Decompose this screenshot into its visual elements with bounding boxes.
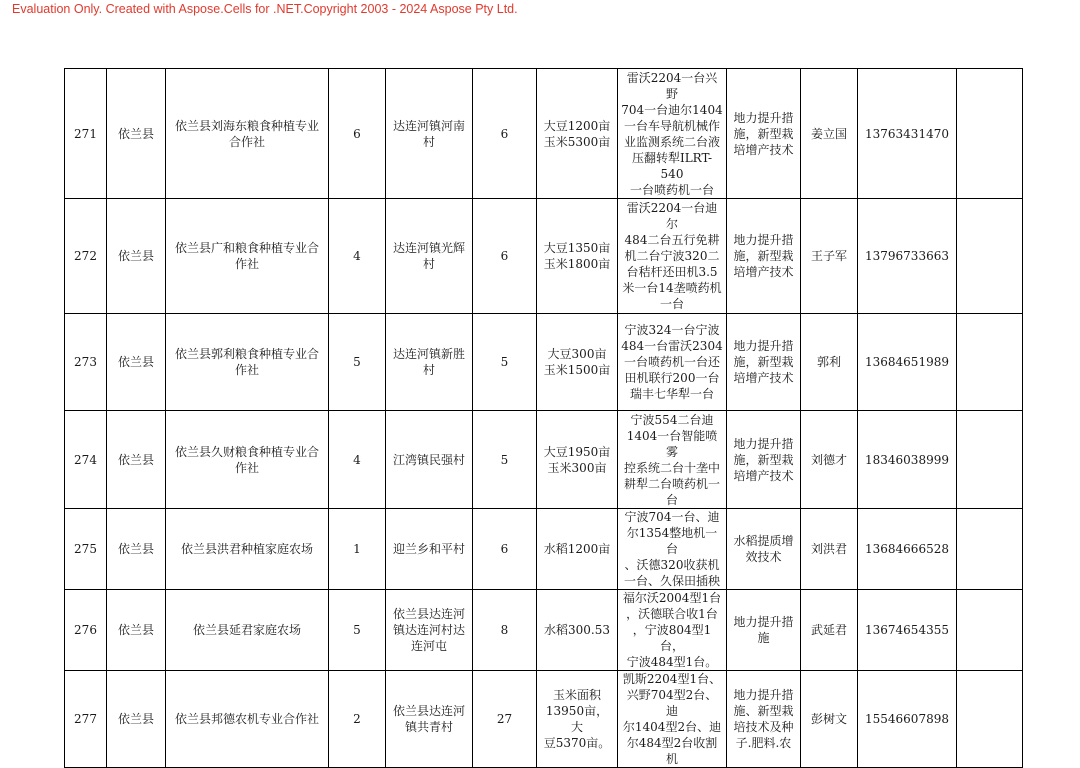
cell-count-2: 8 xyxy=(473,590,537,671)
cell-phone: 13674654355 xyxy=(858,590,957,671)
cell-technology: 地力提升措 施，新型栽 培增产技术 xyxy=(727,69,801,199)
cell-technology: 地力提升措 施 xyxy=(727,590,801,671)
table-row xyxy=(65,590,1023,671)
cell-county: 依兰县 xyxy=(107,509,166,590)
cell-count-1: 1 xyxy=(329,509,386,590)
cell-contact-person: 王子军 xyxy=(801,199,858,314)
cell-extra xyxy=(957,671,1023,768)
cell-count-1: 4 xyxy=(329,411,386,509)
cell-count-2: 6 xyxy=(473,69,537,199)
cell-crop-area: 水稻1200亩 xyxy=(537,509,618,590)
cell-crop-area: 大豆1200亩 玉米5300亩 xyxy=(537,69,618,199)
cell-technology: 地力提升措 施，新型栽 培增产技术 xyxy=(727,199,801,314)
cell-machinery: 宁波324一台宁波 484一台雷沃2304 一台喷药机一台还 田机联行200一台 瑞丰七华犁一台 xyxy=(618,314,727,411)
cell-count-1: 5 xyxy=(329,314,386,411)
cell-village: 达连河镇河南 村 xyxy=(386,69,473,199)
cell-organization: 依兰县郭利粮食种植专业合 作社 xyxy=(166,314,329,411)
cell-contact-person: 刘洪君 xyxy=(801,509,858,590)
cell-village: 达连河镇光辉 村 xyxy=(386,199,473,314)
cell-count-2: 5 xyxy=(473,411,537,509)
cell-village: 江湾镇民强村 xyxy=(386,411,473,509)
cell-machinery: 凯斯2204型1台、 兴野704型2台、迪 尔1404型2台、迪 尔484型2台收割机 xyxy=(618,671,727,768)
cell-crop-area: 大豆300亩 玉米1500亩 xyxy=(537,314,618,411)
cell-extra xyxy=(957,69,1023,199)
cell-count-2: 6 xyxy=(473,509,537,590)
cell-county: 依兰县 xyxy=(107,199,166,314)
cell-number: 272 xyxy=(65,199,107,314)
table-row xyxy=(65,671,1023,768)
table-row xyxy=(65,314,1023,411)
cell-organization: 依兰县邦德农机专业合作社 xyxy=(166,671,329,768)
cell-phone: 15546607898 xyxy=(858,671,957,768)
cell-phone: 13796733663 xyxy=(858,199,957,314)
cell-number: 274 xyxy=(65,411,107,509)
cell-village: 达连河镇新胜 村 xyxy=(386,314,473,411)
cell-contact-person: 姜立国 xyxy=(801,69,858,199)
cell-crop-area: 玉米面积 13950亩，大 豆5370亩。 xyxy=(537,671,618,768)
cell-phone: 18346038999 xyxy=(858,411,957,509)
cell-number: 277 xyxy=(65,671,107,768)
cell-crop-area: 大豆1950亩 玉米300亩 xyxy=(537,411,618,509)
cell-organization: 依兰县洪君种植家庭农场 xyxy=(166,509,329,590)
cell-extra xyxy=(957,509,1023,590)
cell-county: 依兰县 xyxy=(107,671,166,768)
cell-count-2: 6 xyxy=(473,199,537,314)
cell-technology: 地力提升措 施，新型栽 培增产技术 xyxy=(727,411,801,509)
cell-organization: 依兰县广和粮食种植专业合 作社 xyxy=(166,199,329,314)
cell-count-1: 5 xyxy=(329,590,386,671)
cell-phone: 13763431470 xyxy=(858,69,957,199)
cell-contact-person: 武延君 xyxy=(801,590,858,671)
cell-number: 273 xyxy=(65,314,107,411)
cell-technology: 水稻提质增 效技术 xyxy=(727,509,801,590)
table-row xyxy=(65,69,1023,199)
table-row xyxy=(65,411,1023,509)
cell-machinery: 福尔沃2004型1台 ，沃德联合收1台 ，宁波804型1台， 宁波484型1台。 xyxy=(618,590,727,671)
cell-county: 依兰县 xyxy=(107,590,166,671)
evaluation-watermark: Evaluation Only. Created with Aspose.Cells for .NET.Copyright 2003 - 2024 Aspose Pty Ltd. xyxy=(12,2,518,16)
cell-extra xyxy=(957,590,1023,671)
cell-organization: 依兰县刘海东粮食种植专业 合作社 xyxy=(166,69,329,199)
cell-count-1: 2 xyxy=(329,671,386,768)
cell-count-1: 6 xyxy=(329,69,386,199)
cell-county: 依兰县 xyxy=(107,411,166,509)
cell-machinery: 雷沃2204一台迪尔 484二台五行免耕 机二台宁波320二 台秸杆还田机3.5 米一台14垄喷药机 一台 xyxy=(618,199,727,314)
spreadsheet-table xyxy=(64,68,1023,768)
cell-count-1: 4 xyxy=(329,199,386,314)
cell-machinery: 雷沃2204一台兴野 704一台迪尔1404 一台车导航机械作 业监测系统二台液 压翻转犁ILRT-540 一台喷药机一台 xyxy=(618,69,727,199)
table-row xyxy=(65,509,1023,590)
cell-extra xyxy=(957,411,1023,509)
cell-machinery: 宁波554二台迪 1404一台智能喷雾 控系统二台十垄中 耕犁二台喷药机一 台 xyxy=(618,411,727,509)
cell-county: 依兰县 xyxy=(107,314,166,411)
cell-village: 迎兰乡和平村 xyxy=(386,509,473,590)
cell-village: 依兰县达连河 镇共青村 xyxy=(386,671,473,768)
cell-technology: 地力提升措 施，新型栽 培增产技术 xyxy=(727,314,801,411)
cell-extra xyxy=(957,199,1023,314)
cell-number: 276 xyxy=(65,590,107,671)
cell-count-2: 27 xyxy=(473,671,537,768)
cell-crop-area: 大豆1350亩 玉米1800亩 xyxy=(537,199,618,314)
cell-contact-person: 郭利 xyxy=(801,314,858,411)
cell-machinery: 宁波704一台、迪 尔1354整地机一台 、沃德320收获机 一台、久保田插秧 xyxy=(618,509,727,590)
cell-phone: 13684651989 xyxy=(858,314,957,411)
cell-organization: 依兰县延君家庭农场 xyxy=(166,590,329,671)
cell-number: 275 xyxy=(65,509,107,590)
cell-village: 依兰县达连河 镇达连河村达 连河屯 xyxy=(386,590,473,671)
cell-organization: 依兰县久财粮食种植专业合 作社 xyxy=(166,411,329,509)
table-row xyxy=(65,199,1023,314)
cell-contact-person: 彭树文 xyxy=(801,671,858,768)
cell-contact-person: 刘德才 xyxy=(801,411,858,509)
cell-crop-area: 水稻300.53 xyxy=(537,590,618,671)
cell-extra xyxy=(957,314,1023,411)
cell-phone: 13684666528 xyxy=(858,509,957,590)
cell-technology: 地力提升措 施、新型栽 培技术及种 子.肥料.农 xyxy=(727,671,801,768)
cell-count-2: 5 xyxy=(473,314,537,411)
cell-county: 依兰县 xyxy=(107,69,166,199)
cell-number: 271 xyxy=(65,69,107,199)
